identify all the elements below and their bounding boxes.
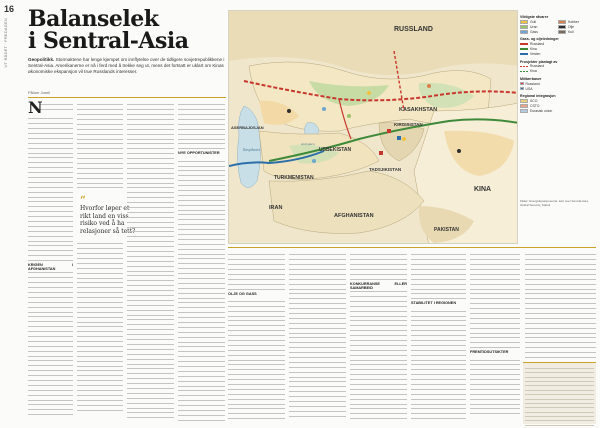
legend-item: Gass: [520, 29, 558, 34]
text-column-7: [350, 251, 407, 421]
subhead-1: KRIGEN I AFGHANISTAN: [28, 263, 73, 272]
text-column-10: [525, 251, 596, 359]
label-aserbajdsjan: ASERBAJDSJAN: [231, 125, 264, 130]
headline-line-1: Balanselek: [28, 6, 159, 32]
map-caption: Kilder: Energidepartementet, kart over Sentral-Asia, Global Security, Statoil.: [520, 199, 589, 207]
oil-marker: [287, 109, 291, 113]
legend-bases-title: Militærbaser: [520, 76, 542, 81]
text-column-1: [28, 101, 73, 421]
fact-box-text: [525, 365, 594, 426]
russian-base-marker: [387, 129, 391, 133]
legend-projects-title: Prosjekter planlagt av: [520, 59, 558, 64]
legend-regional: SCO: [520, 98, 596, 103]
label-turkmenistan: TURKMENISTAN: [274, 175, 314, 181]
headline-line-2: i Sentral-Asia: [28, 28, 189, 54]
text-column-9: [470, 251, 520, 421]
russian-base-marker: [379, 151, 383, 155]
legend-pipeline: Vesten: [520, 52, 596, 57]
legend-project: Kina: [520, 69, 596, 74]
uranium-marker: [347, 114, 351, 118]
legend-commodities: [520, 19, 596, 34]
lead-text: Stormaktene har lenge kjempet om innflytelse over de tidligere sovjetrepublikkene i Sentral-Asia. Amerikanerne er nå i ferd med å trekke seg ut, mens det fortsatt er uklart om Kinas økonomiske ekspansjon vil true Russlands interesser.: [28, 57, 225, 74]
subhead-3: OLJE OG GASS: [228, 291, 257, 296]
legend-item: Olje: [558, 24, 596, 29]
legend-pipeline: Kina: [520, 47, 596, 52]
label-russland: RUSSLAND: [394, 26, 433, 33]
legend-pipeline: Russland: [520, 42, 596, 47]
text-column-3: [127, 101, 174, 421]
article-lead: [28, 57, 226, 75]
text-column-2-bottom: [77, 240, 123, 422]
legend-regional: Eurasisk union: [520, 108, 596, 113]
oil-marker: [457, 149, 461, 153]
text-column-2-top: [77, 101, 123, 193]
page-number: 16: [4, 4, 15, 14]
gold-marker: [402, 137, 406, 141]
text-column-4: [178, 101, 225, 421]
label-kina: KINA: [474, 186, 492, 193]
lead-prefix: Geopolitikk.: [28, 57, 55, 62]
map-legend: [520, 12, 596, 244]
text-column-5: [228, 251, 285, 421]
quote-mark-icon: “: [80, 195, 86, 206]
legend-base: USA: [520, 86, 596, 91]
label-aralsjoen: Aralsjøen: [301, 142, 315, 146]
label-iran: IRAN: [269, 205, 283, 211]
legend-item: Kull: [558, 29, 596, 34]
legend-title: Viktigste råvarer: [520, 15, 549, 19]
byline: Pålum Joreli: [28, 90, 51, 95]
legend-item: Gull: [520, 19, 558, 24]
label-usbekistan: USBEKISTAN: [319, 147, 352, 153]
gas-marker: [322, 107, 326, 111]
legend-project: Russland: [520, 64, 596, 69]
legend-base: Russland: [520, 81, 596, 86]
gas-marker: [312, 159, 316, 163]
subhead-6: FREMTIDSUTSIKTER: [470, 350, 509, 355]
us-base-marker: [397, 136, 401, 140]
section-label: UT RÅDET · FREDAGEN: [3, 18, 8, 68]
legend-regional-title: Regional integrasjon: [520, 94, 556, 99]
headline-rule: [28, 97, 226, 98]
label-pakistan: PAKISTAN: [434, 227, 459, 233]
legend-regional: CSTO: [520, 103, 596, 108]
label-kirgisistan: KIRGISISTAN: [394, 122, 423, 127]
article-headline: [28, 8, 228, 52]
text-column-6: [289, 251, 346, 421]
text-column-8: [411, 251, 466, 421]
central-asia-map: [228, 10, 518, 244]
map-rule: [228, 247, 596, 248]
subhead-2: NYE OPPORTUNISTER: [178, 151, 220, 156]
subhead-4: KONKURRANSE ELLER SAMARBEID: [350, 281, 407, 291]
label-afghanistan: AFGHANISTAN: [334, 213, 374, 219]
copper-marker: [427, 84, 431, 88]
dropcap-letter: N: [28, 101, 43, 117]
legend-item: Uran: [520, 24, 558, 29]
pull-quote-text: Hvorfor løper et rikt land en viss risiko ved å ha relasjoner så tett?: [80, 205, 136, 235]
legend-pipelines-title: Gass- og oljeledninger: [520, 37, 559, 42]
dropcap-block: [28, 101, 73, 115]
label-tadsjikistan: TADSJIKISTAN: [369, 167, 402, 172]
gold-marker: [367, 91, 371, 95]
fact-box: [523, 362, 596, 424]
label-kasakhstan: KASAKHSTAN: [399, 107, 438, 113]
subhead-5: STABILITET I REGIONEN: [411, 301, 457, 306]
legend-item: Kobber: [558, 19, 596, 24]
label-kaspihavet: Kaspihavet: [243, 148, 261, 152]
